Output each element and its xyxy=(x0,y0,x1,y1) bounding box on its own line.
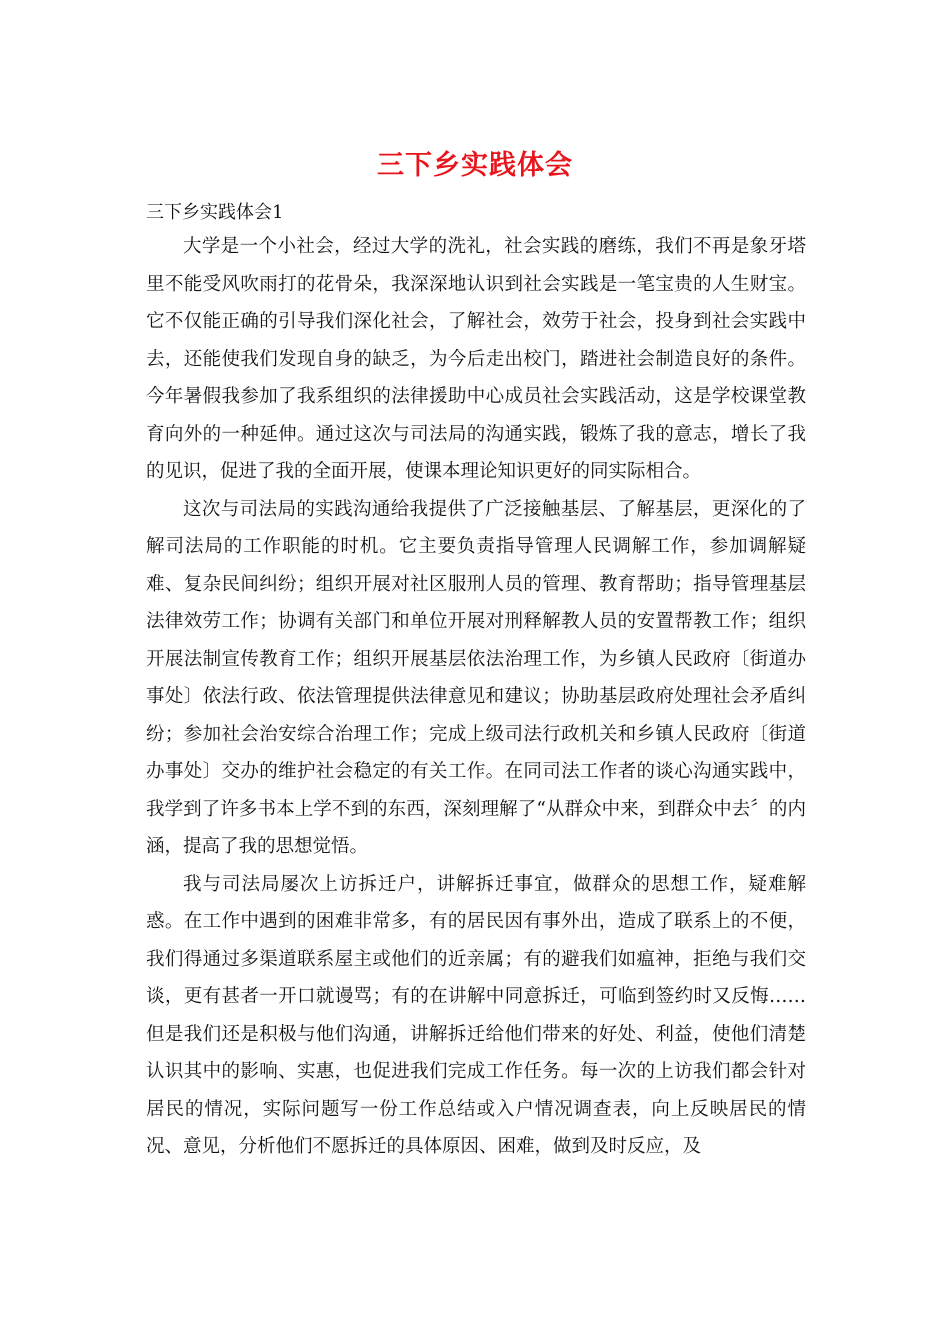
paragraph: 大学是一个小社会，经过大学的洗礼，社会实践的磨练，我们不再是象牙塔里不能受风吹雨打的花骨朵，我深深地认识到社会实践是一笔宝贵的人生财宝。它不仅能正确的引导我们深化社会，了解社会，效劳于社会，投身到社会实践中去，还能使我们发现自身的缺乏，为今后走出校门，踏进社会制造良好的条件。今年暑假我参加了我系组织的法律援助中心成员社会实践活动，这是学校课堂教育向外的一种延伸。通过这次与司法局的沟通实践，锻炼了我的意志，增长了我的见识，促进了我的全面开展，使课本理论知识更好的同实际相合。 xyxy=(146,236,806,482)
document-body xyxy=(146,228,806,1166)
paragraph: 这次与司法局的实践沟通给我提供了广泛接触基层、了解基层，更深化的了解司法局的工作职能的时机。它主要负责指导管理人民调解工作，参加调解疑难、复杂民间纠纷；组织开展对社区服刑人员的管理、教育帮助；指导管理基层法律效劳工作；协调有关部门和单位开展对刑释解教人员的安置帮教工作；组织开展法制宣传教育工作；组织开展基层依法治理工作，为乡镇人民政府〔街道办事处〕依法行政、依法管理提供法律意见和建议；协助基层政府处理社会矛盾纠纷；参加社会治安综合治理工作；完成上级司法行政机关和乡镇人民政府〔街道办事处〕交办的维护社会稳定的有关工作。在同司法工作者的谈心沟通实践中，我学到了许多书本上学不到的东西，深刻理解了“从群众中来，到群众中去〞的内涵，提高了我的思想觉悟。 xyxy=(146,498,806,857)
section-heading: 三下乡实践体会1 xyxy=(146,202,284,223)
document-title: 三下乡实践体会 xyxy=(377,150,573,181)
paragraph: 我与司法局屡次上访拆迁户，讲解拆迁事宜，做群众的思想工作，疑难解惑。在工作中遇到的困难非常多，有的居民因有事外出，造成了联系上的不便，我们得通过多渠道联系屋主或他们的近亲属；有的避我们如瘟神，拒绝与我们交谈，更有甚者一开口就谩骂；有的在讲解中同意拆迁，可临到签约时又反悔……但是我们还是积极与他们沟通，讲解拆迁给他们带来的好处、利益，使他们清楚认识其中的影响、实惠，也促进我们完成工作任务。每一次的上访我们都会针对居民的情况，实际问题写一份工作总结或入户情况调查表，向上反映居民的情况、意见，分析他们不愿拆迁的具体原因、困难，做到及时反应，及 xyxy=(146,873,806,1157)
